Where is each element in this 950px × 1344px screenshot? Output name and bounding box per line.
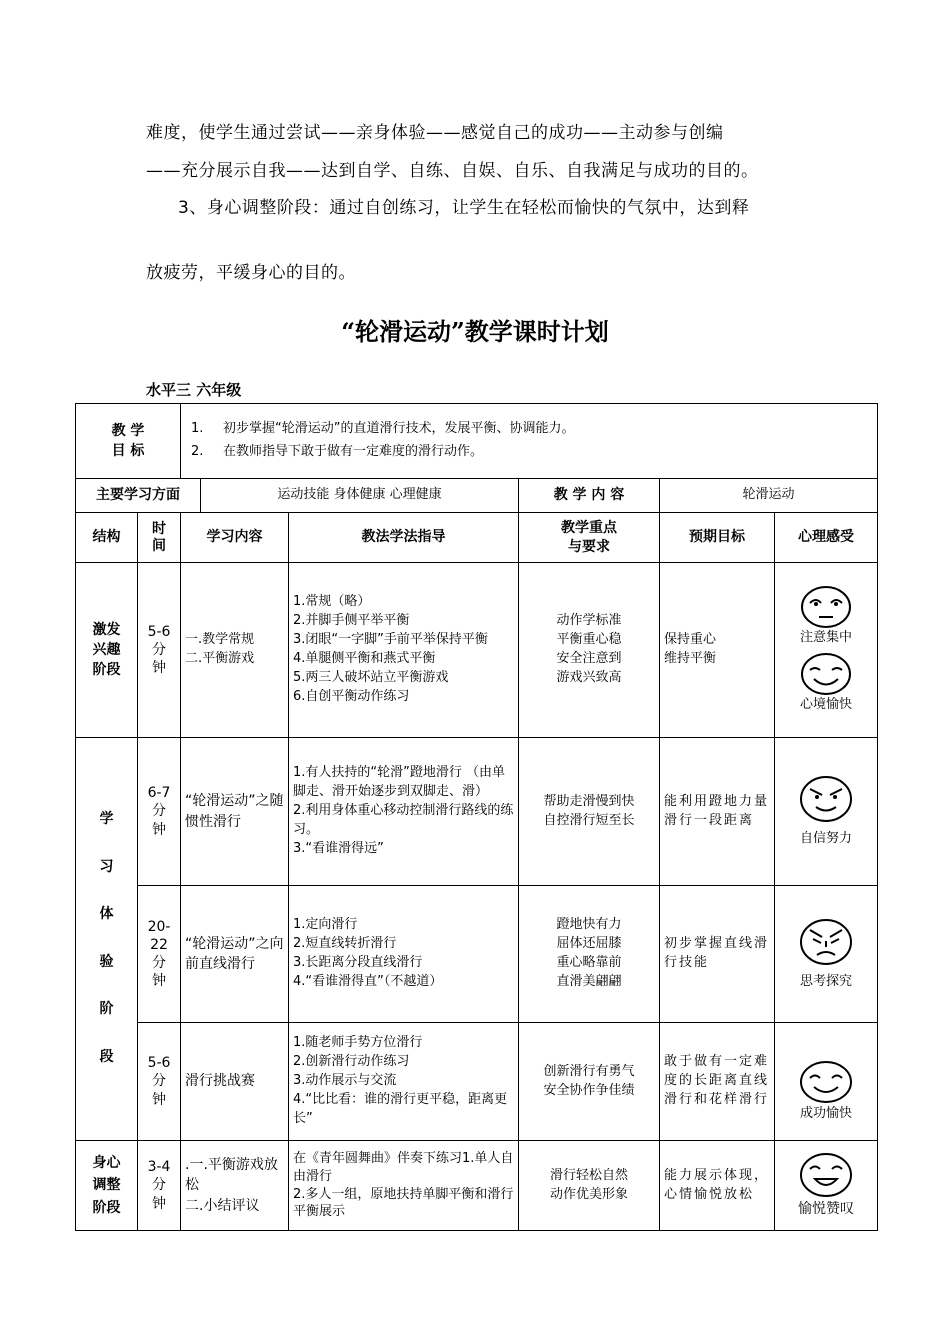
objective-item: 2. 在教师指导下敢于做有一定难度的滑行动作。 xyxy=(191,444,484,459)
content-cell: “轮滑运动”之向前直线滑行 xyxy=(181,886,289,1023)
table-row xyxy=(76,563,878,738)
stage-cell: 身心 调整 阶段 xyxy=(76,1141,138,1231)
feeling-cell xyxy=(775,1141,878,1231)
intro-line-1: 难度，使学生通过尝试——亲身体验——感觉自己的成功——主动参与创编 xyxy=(146,123,724,143)
content-value: 轮滑运动 xyxy=(660,479,878,513)
goal-cell: 敢于做有一定难度的长距离直线滑行和花样滑行 xyxy=(660,1023,775,1141)
key-cell: 滑行轻松自然 动作优美形象 xyxy=(519,1141,660,1231)
content-label: 教 学 内 容 xyxy=(519,479,660,513)
content-cell: “轮滑运动”之随惯性滑行 xyxy=(181,738,289,886)
method-cell: 1.定向滑行 2.短直线转折滑行 3.长距离分段直线滑行 4.“看谁滑得直”（不越道） xyxy=(289,886,519,1023)
intro-line-4: 放疲劳，平缓身心的目的。 xyxy=(146,263,356,283)
page-title: “轮滑运动”教学课时计划 xyxy=(341,317,609,346)
content-cell: 滑行挑战赛 xyxy=(181,1023,289,1141)
stage-cell: 激发 兴趣 阶段 xyxy=(76,563,138,738)
method-cell: 1.有人扶持的“轮滑”蹬地滑行 （由单脚走、滑开始逐步到双脚走、滑） 2.利用身体重心移动控制滑行路线的练习。 3.“看谁滑得远” xyxy=(289,738,519,886)
objective-list xyxy=(181,404,878,479)
header-time: 时 间 xyxy=(138,513,181,563)
happy-face-icon xyxy=(799,652,853,696)
header-feeling: 心理感受 xyxy=(775,513,878,563)
goal-cell: 保持重心 维持平衡 xyxy=(660,563,775,738)
method-cell: 1.随老师手势方位滑行 2.创新滑行动作练习 3.动作展示与交流 4.“比比看：谁的滑行更平稳，距离更长” xyxy=(289,1023,519,1141)
content-cell: .一.平衡游戏放松 二.小结评议 xyxy=(181,1141,289,1231)
feeling-label: 成功愉快 xyxy=(800,1106,853,1122)
key-cell: 帮助走滑慢到快 自控滑行短至长 xyxy=(519,738,660,886)
feeling-cell xyxy=(775,1023,878,1141)
feeling-label: 愉悦赞叹 xyxy=(798,1201,855,1218)
time-cell: 5-6 分 钟 xyxy=(138,563,181,738)
header-structure: 结构 xyxy=(76,513,138,563)
intro-line-3: 3、身心调整阶段：通过自创练习，让学生在轻松而愉快的气氛中，达到释 xyxy=(178,198,750,218)
objective-item: 1. 初步掌握“轮滑运动”的直道滑行技术，发展平衡、协调能力。 xyxy=(191,421,575,437)
key-cell: 动作学标准 平衡重心稳 安全注意到 游戏兴致高 xyxy=(519,563,660,738)
time-cell: 3-4 分 钟 xyxy=(138,1141,181,1231)
delighted-face-icon xyxy=(798,1151,854,1199)
focused-face-icon xyxy=(799,585,853,629)
goal-cell: 初步掌握直线滑行技能 xyxy=(660,886,775,1023)
feeling-label: 自信努力 xyxy=(800,831,853,847)
method-cell: 在《青年圆舞曲》伴奏下练习1.单人自由滑行 2.多人一组，原地扶持单脚平衡和滑行平衡展示 xyxy=(289,1141,519,1231)
table-row xyxy=(76,1023,878,1141)
aspect-value: 运动技能 身体健康 心理健康 xyxy=(201,479,519,513)
goal-cell: 能力展示体现，心情愉悦放松 xyxy=(660,1141,775,1231)
feeling-label: 心境愉快 xyxy=(800,697,853,712)
stage-cell: 学 习 体 验 阶 段 xyxy=(76,738,138,1141)
key-cell: 蹬地快有力 屈体还屈膝 重心略靠前 直滑美翩翩 xyxy=(519,886,660,1023)
table-row xyxy=(76,738,878,886)
feeling-cell xyxy=(775,563,878,738)
feeling-cell xyxy=(775,738,878,886)
content-cell: 一.教学常规 二.平衡游戏 xyxy=(181,563,289,738)
feeling-label: 注意集中 xyxy=(800,630,853,646)
header-key: 教学重点 与要求 xyxy=(519,513,660,563)
confident-face-icon xyxy=(798,774,854,824)
table-row xyxy=(76,886,878,1023)
lesson-plan-table xyxy=(75,403,878,1231)
table-row xyxy=(76,1141,878,1231)
feeling-label: 思考探究 xyxy=(800,973,853,989)
intro-line-2: ——充分展示自我——达到自学、自练、自娱、自乐、自我满足与成功的目的。 xyxy=(146,161,759,181)
objective-label: 教 学 目 标 xyxy=(76,404,181,479)
key-cell: 创新滑行有勇气 安全协作争佳绩 xyxy=(519,1023,660,1141)
header-method: 教法学法指导 xyxy=(289,513,519,563)
method-cell: 1.常规（略） 2.并脚手侧平举平衡 3.闭眼“一字脚”手前平举保持平衡 4.单腿侧平衡和燕式平衡 5.两三人破坏站立平衡游戏 6.自创平衡动作练习 xyxy=(289,563,519,738)
time-cell: 6-7 分 钟 xyxy=(138,738,181,886)
goal-cell: 能利用蹬地力量滑行一段距离 xyxy=(660,738,775,886)
aspect-label: 主要学习方面 xyxy=(76,479,201,513)
header-content: 学习内容 xyxy=(181,513,289,563)
feeling-cell xyxy=(775,886,878,1023)
time-cell: 20- 22 分 钟 xyxy=(138,886,181,1023)
header-goal: 预期目标 xyxy=(660,513,775,563)
success-face-icon xyxy=(798,1059,854,1105)
grade-level: 水平三 六年级 xyxy=(146,381,242,399)
time-cell: 5-6 分 钟 xyxy=(138,1023,181,1141)
thinking-face-icon xyxy=(798,917,854,967)
